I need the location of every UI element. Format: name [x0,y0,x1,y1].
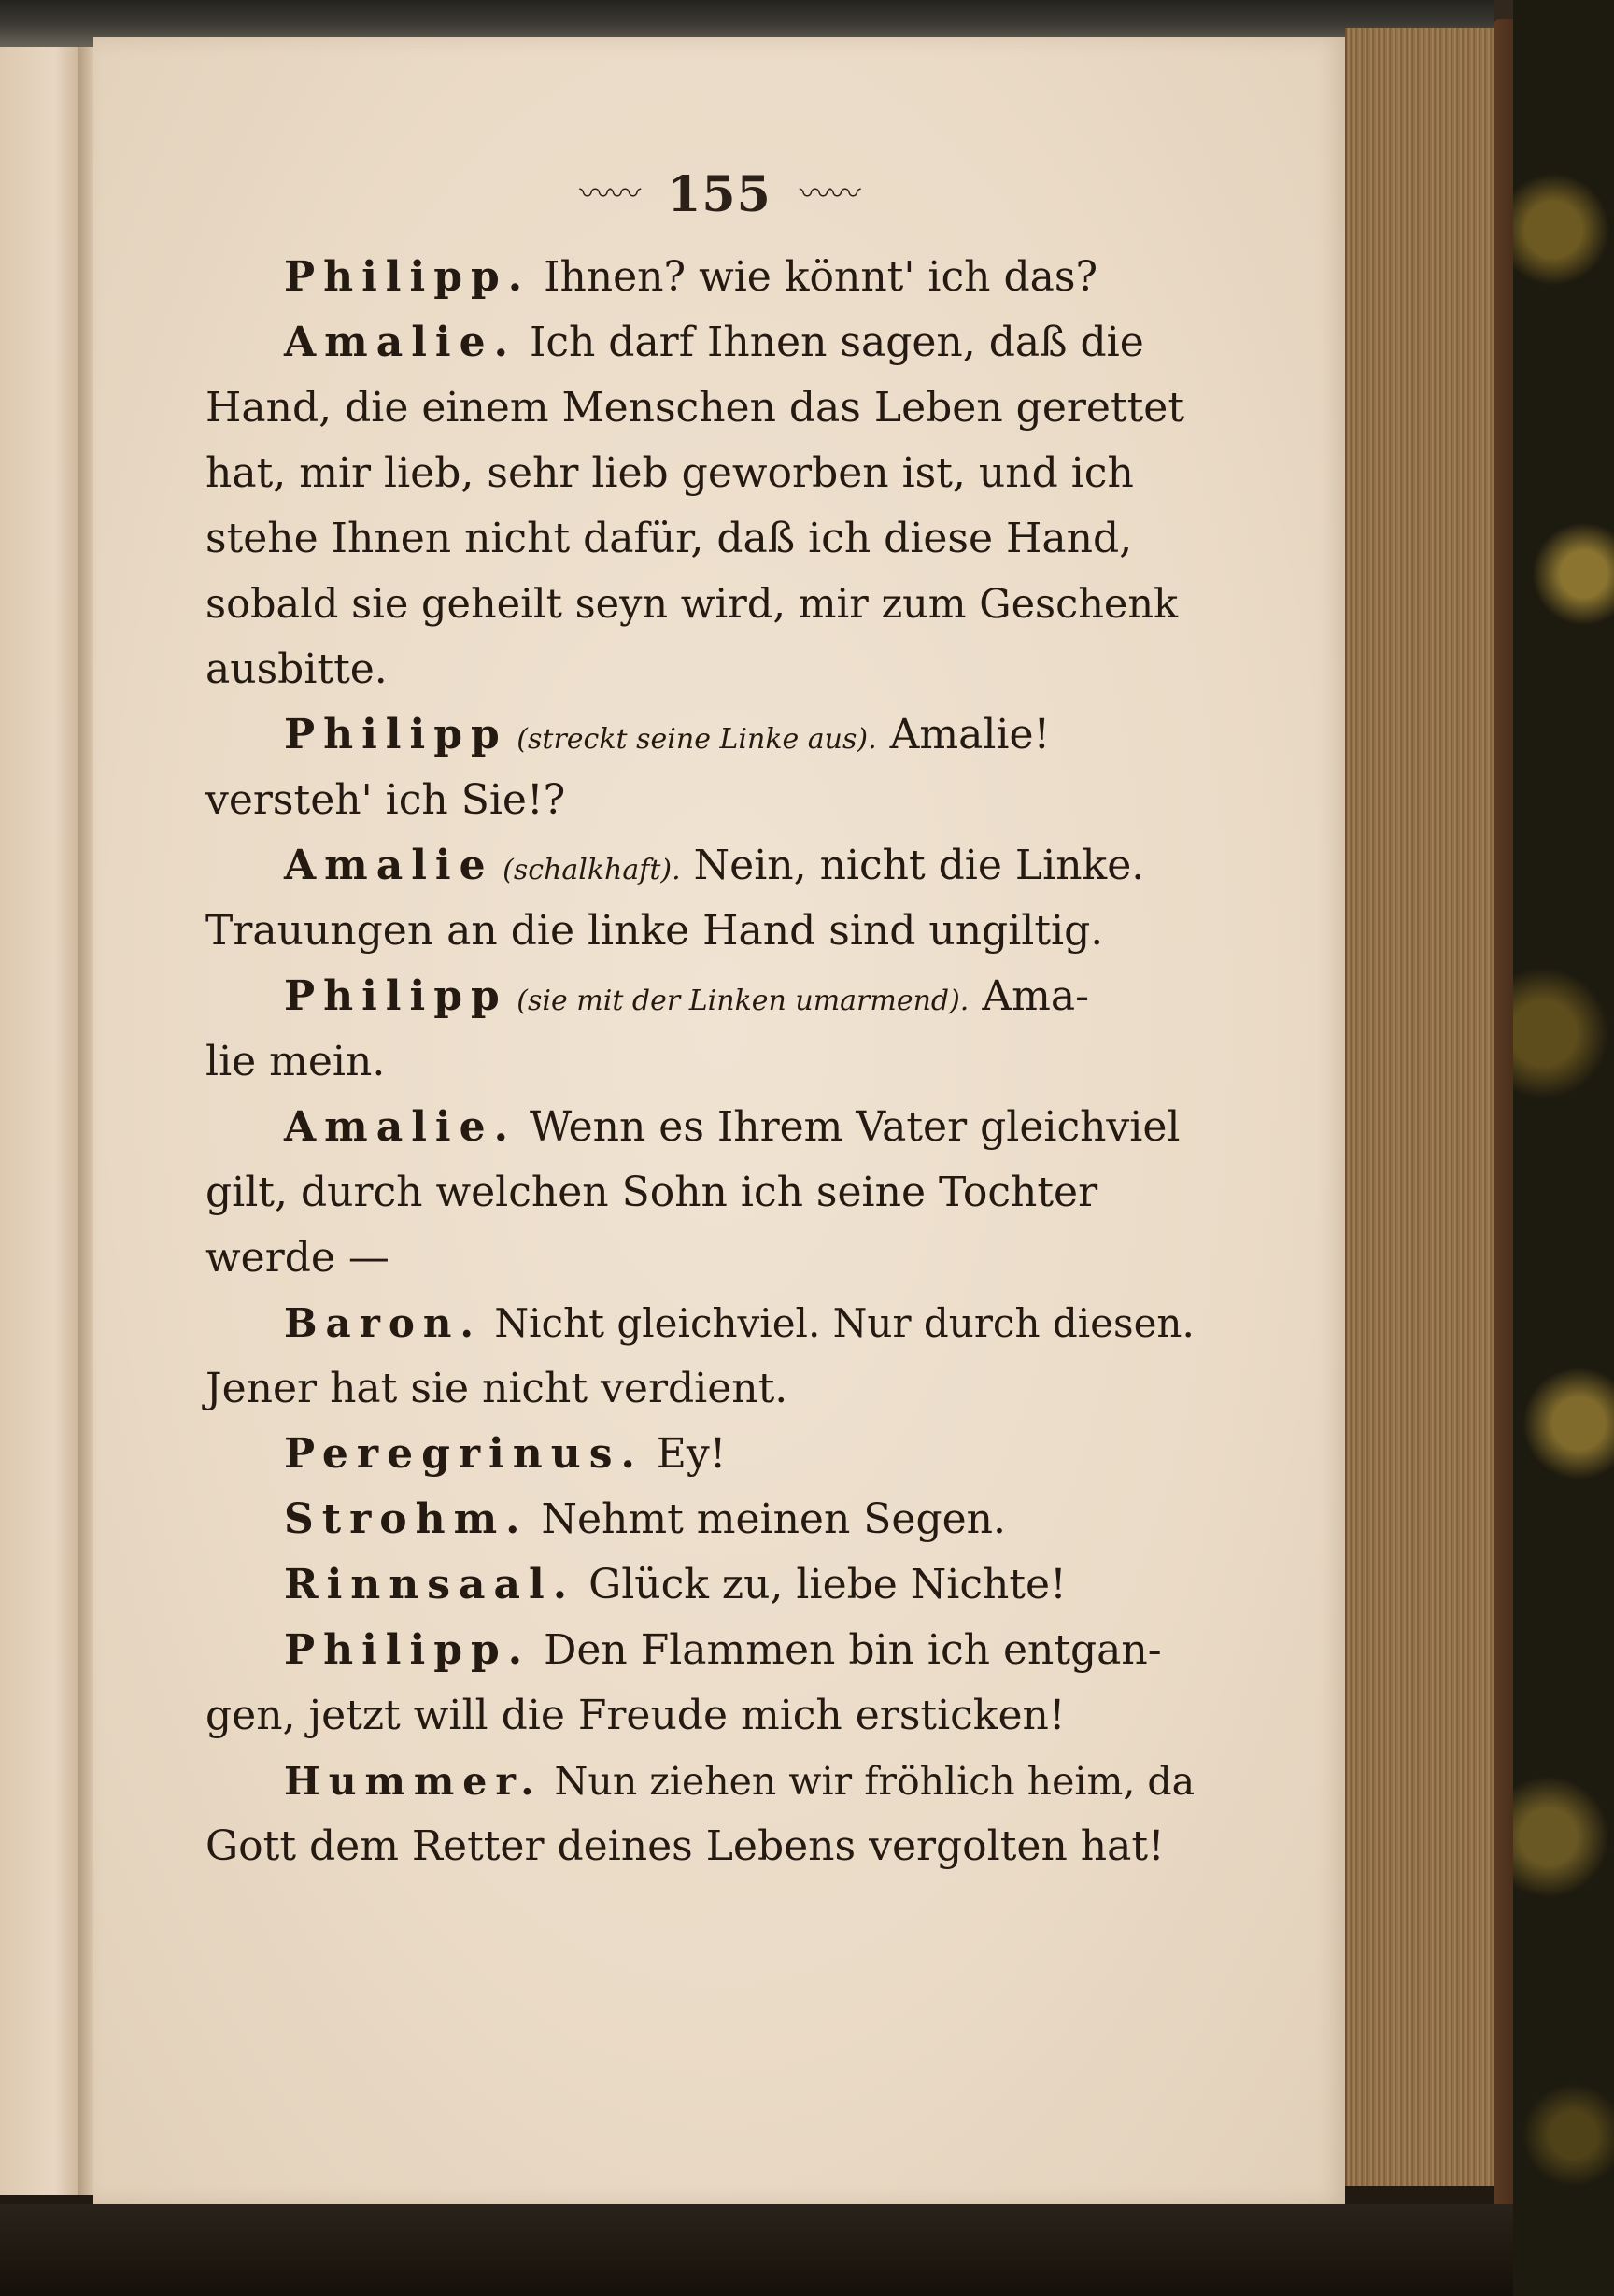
dialogue-text: Ihnen? wie könnt' ich das? [531,253,1098,301]
speaker-name: Strohm. [284,1495,529,1543]
text-line [205,1029,1196,1095]
text-line [205,964,1196,1029]
text-line [205,1552,1196,1618]
speaker-name: Amalie. [284,319,517,366]
speaker-name: Rinnsaal. [284,1561,576,1609]
speaker-name: Peregrinus. [284,1430,644,1478]
marbled-cover [1513,0,1614,2296]
dialogue-text: Gott dem Retter deines Lebens vergolten hat! [205,1822,1165,1870]
stage-direction: (sie mit der Linken umarmend). [507,985,970,1017]
dialogue-text: gilt, durch welchen Sohn ich seine Tochter [205,1169,1098,1216]
dialogue-text: gen, jetzt will die Freude mich ersticken! [205,1692,1066,1739]
dialogue-text: Jener hat sie nicht verdient. [205,1365,788,1412]
text-line [205,572,1196,637]
text-line [205,441,1196,506]
dialogue-text: Nehmt meinen Segen. [528,1495,1006,1543]
dialogue-text: Ama- [969,972,1089,1020]
text-line [205,506,1196,572]
text-line [205,1291,1196,1356]
dialogue-text: Ich darf Ihnen sagen, daß die [516,319,1144,366]
dialogue-text: stehe Ihnen nicht dafür, daß ich diese Hand, [205,515,1133,562]
dialogue-text: ausbitte. [205,645,388,693]
background-bottom [0,2204,1513,2296]
speaker-name: Philipp. [284,1626,531,1674]
previous-page-edge [0,47,80,2195]
text-line [205,1095,1196,1160]
text-line [205,1226,1196,1291]
text-line [205,833,1196,899]
text-line [205,310,1196,376]
text-line [205,1160,1196,1226]
text-line [205,1356,1196,1422]
text-line [205,376,1196,441]
speaker-name: Amalie [284,842,494,889]
dialogue-text: Hand, die einem Menschen das Leben gerettet [205,384,1185,432]
page-stack-edge [1345,28,1519,2186]
speaker-name: Hummer. [284,1759,543,1804]
page-number: 155 [667,165,772,223]
ornament-left: 〰〰 [579,176,640,213]
dialogue-text: Wenn es Ihrem Vater gleichviel [516,1103,1181,1151]
stage-direction: (streckt seine Linke aus). [507,723,877,756]
speaker-name: Philipp. [284,253,531,301]
ornament-right: 〰〰 [799,176,859,213]
text-line [205,245,1196,310]
stage-direction: (schalkhaft). [493,854,681,886]
dialogue-text: hat, mir lieb, sehr lieb geworben ist, und ich [205,449,1134,497]
dialogue-text: sobald sie geheilt seyn wird, mir zum Geschenk [205,581,1179,628]
text-line [205,768,1196,833]
dialogue-text: Glück zu, liebe Nichte! [575,1561,1067,1609]
page-header [523,166,915,222]
text-line [205,899,1196,964]
speaker-name: Philipp [284,711,508,758]
text-line [205,1618,1196,1683]
text-line [205,1749,1196,1814]
dialogue-text: Amalie! [876,711,1051,758]
dialogue-text: Nein, nicht die Linke. [680,842,1145,889]
dialogue-text: Nun ziehen wir fröhlich heim, da [542,1759,1196,1804]
speaker-name: Amalie. [284,1103,517,1151]
text-line [205,1814,1196,1879]
text-line [205,1422,1196,1487]
dialogue-text: Nicht gleichviel. Nur durch diesen. [482,1300,1195,1346]
dialogue-text: Trauungen an die linke Hand sind ungiltig. [205,907,1104,955]
text-line [205,1683,1196,1749]
text-line [205,702,1196,768]
text-line [205,1487,1196,1552]
dialogue-text: lie mein. [205,1038,386,1085]
play-text [205,245,1196,1879]
speaker-name: Baron. [284,1300,483,1346]
dialogue-text: Ey! [643,1430,727,1478]
text-line [205,637,1196,702]
dialogue-text: werde — [205,1234,389,1282]
dialogue-text: versteh' ich Sie!? [205,776,566,824]
speaker-name: Philipp [284,972,508,1020]
dialogue-text: Den Flammen bin ich entgan- [531,1626,1162,1674]
